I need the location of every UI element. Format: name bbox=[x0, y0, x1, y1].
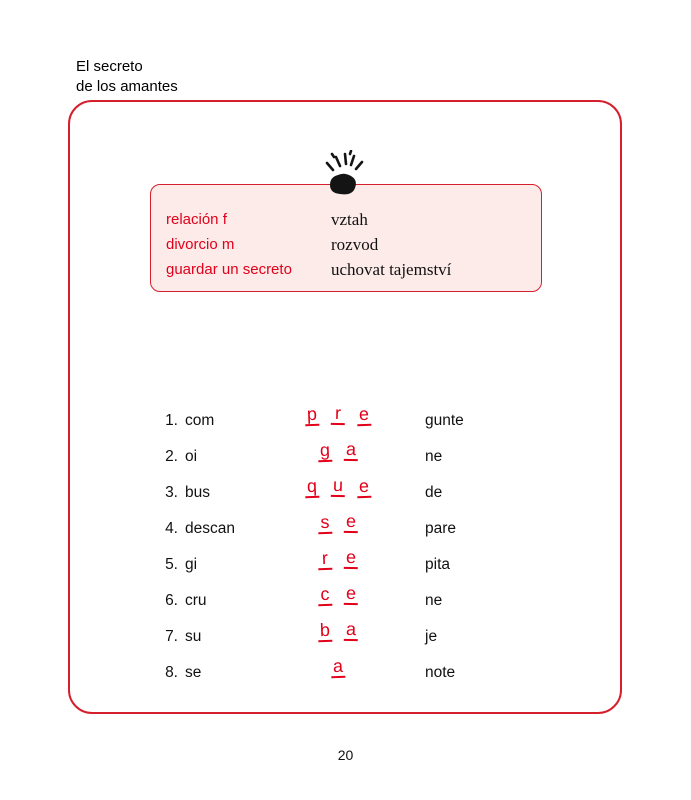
word-start: se bbox=[185, 664, 202, 681]
vocab-box bbox=[150, 184, 542, 292]
answer-letter: g bbox=[317, 441, 332, 462]
answer-letter: c bbox=[317, 585, 332, 606]
answer-letter: p bbox=[304, 405, 319, 426]
item-number: 2. bbox=[165, 448, 178, 465]
word-end: pare bbox=[425, 520, 457, 537]
answer-letter: u bbox=[331, 476, 346, 497]
answer-letter: s bbox=[317, 513, 332, 534]
word-start: oi bbox=[185, 448, 198, 465]
page-title-line2: de los amantes bbox=[76, 78, 178, 96]
word-start: cru bbox=[185, 592, 207, 609]
vocab-term: guardar un secreto bbox=[166, 261, 292, 278]
answer-letter: e bbox=[344, 512, 359, 533]
exercise-row bbox=[70, 655, 620, 698]
vocab-term: relación f bbox=[166, 211, 227, 228]
page-title bbox=[76, 57, 178, 98]
answer-blank[interactable] bbox=[273, 582, 403, 606]
item-number: 5. bbox=[165, 556, 178, 573]
vocab-translation: vztah bbox=[331, 210, 368, 229]
vocab-translation: rozvod bbox=[331, 235, 379, 254]
handprint-icon bbox=[314, 150, 372, 200]
answer-letter: a bbox=[344, 440, 359, 461]
answer-blank[interactable] bbox=[273, 402, 403, 426]
item-number: 8. bbox=[165, 664, 178, 681]
answer-blank[interactable] bbox=[273, 546, 403, 570]
item-number: 3. bbox=[165, 484, 178, 501]
word-end: de bbox=[425, 484, 443, 501]
vocab-term: divorcio m bbox=[166, 236, 235, 253]
answer-letter: q bbox=[304, 477, 319, 498]
exercise-list bbox=[70, 402, 620, 698]
answer-letter: r bbox=[317, 549, 332, 570]
answer-letter: e bbox=[357, 477, 372, 498]
vocab-translation: uchovat tajemství bbox=[331, 260, 452, 279]
word-end: note bbox=[425, 664, 456, 681]
answer-letter: e bbox=[344, 548, 359, 569]
page-title-line1: El secreto bbox=[76, 58, 143, 75]
answer-letter: b bbox=[317, 621, 332, 642]
answer-letter: a bbox=[331, 657, 346, 678]
answer-letter: a bbox=[344, 620, 359, 641]
word-start: gi bbox=[185, 556, 198, 573]
vocab-row bbox=[151, 257, 541, 282]
word-end: ne bbox=[425, 448, 443, 465]
word-start: bus bbox=[185, 484, 210, 501]
word-start: descan bbox=[185, 520, 235, 537]
item-number: 6. bbox=[165, 592, 178, 609]
answer-letter: r bbox=[331, 404, 346, 425]
answer-blank[interactable] bbox=[273, 474, 403, 498]
word-start: su bbox=[185, 628, 202, 645]
answer-blank[interactable] bbox=[273, 657, 403, 678]
answer-letter: e bbox=[357, 405, 372, 426]
word-end: ne bbox=[425, 592, 443, 609]
answer-blank[interactable] bbox=[273, 438, 403, 462]
page-number: 20 bbox=[337, 747, 354, 763]
word-end: gunte bbox=[425, 412, 464, 429]
answer-blank[interactable] bbox=[273, 618, 403, 642]
item-number: 4. bbox=[165, 520, 178, 537]
word-start: com bbox=[185, 412, 215, 429]
item-number: 1. bbox=[165, 412, 178, 429]
word-end: je bbox=[425, 628, 438, 645]
item-number: 7. bbox=[165, 628, 178, 645]
answer-blank[interactable] bbox=[273, 510, 403, 534]
word-end: pita bbox=[425, 556, 450, 573]
vocab-row bbox=[151, 232, 541, 257]
answer-letter: e bbox=[344, 584, 359, 605]
lesson-card bbox=[68, 100, 622, 714]
vocab-row bbox=[151, 207, 541, 232]
